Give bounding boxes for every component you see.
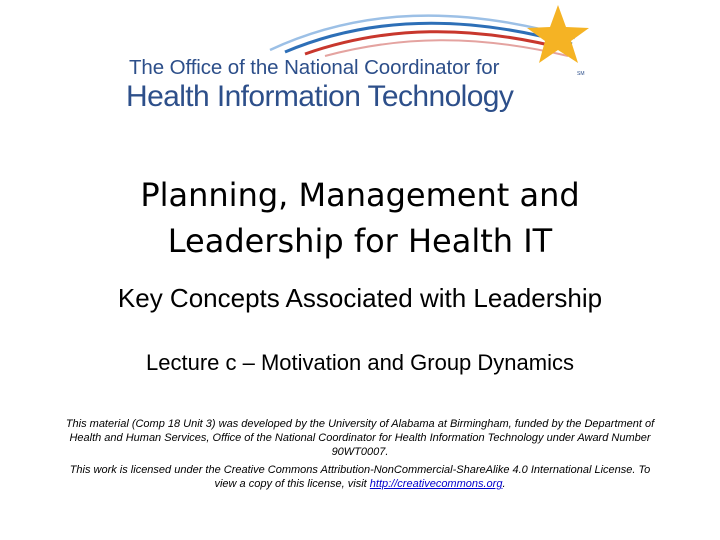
logo-line-1: The Office of the National Coordinator for xyxy=(129,56,500,79)
credits-block xyxy=(60,417,660,495)
slide-title xyxy=(0,172,720,264)
title-line-1: Planning, Management and xyxy=(140,176,580,214)
license-text-end: . xyxy=(502,478,506,490)
license-text: This work is licensed under the Creative Commons Attribution-NonCommercial-ShareAlike 4.0 International License. To view a copy of this license, visit xyxy=(69,464,651,490)
onc-logo xyxy=(120,0,600,125)
credits-paragraph-1: This material (Comp 18 Unit 3) was developed by the University of Alabama at Birmingham, funded by the Department of Health and Human Services, Office of the National Coordinator for Health Information Technology under Award Number 90WT0007. xyxy=(65,418,655,458)
logo-line-2: Health Information Technology xyxy=(126,80,514,113)
lecture-heading: Lecture c – Motivation and Group Dynamics xyxy=(146,350,574,375)
service-mark: SM xyxy=(577,71,585,77)
creativecommons-link[interactable]: http://creativecommons.org xyxy=(369,478,503,490)
title-line-2: Leadership for Health IT xyxy=(167,222,553,260)
slide-subtitle: Key Concepts Associated with Leadership xyxy=(117,283,603,313)
credits-paragraph-2 xyxy=(60,463,660,491)
